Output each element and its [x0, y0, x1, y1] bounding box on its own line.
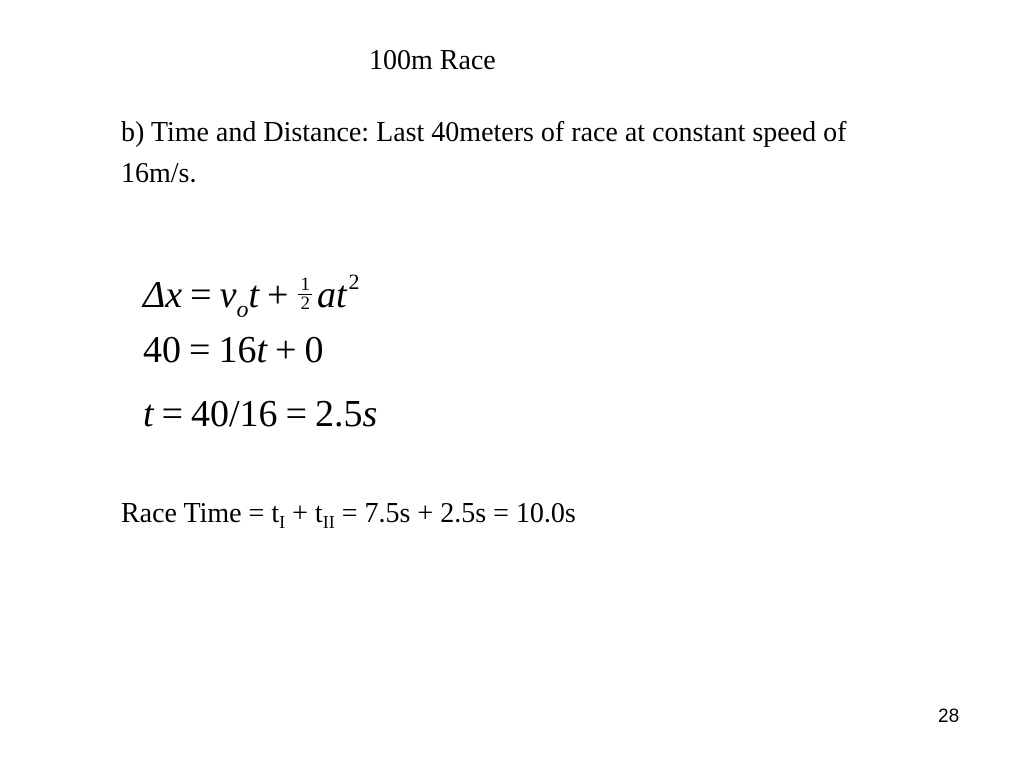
eq2-equals: =: [189, 329, 211, 371]
eq3-unit: s: [362, 393, 378, 435]
eq1-equals: =: [190, 274, 212, 316]
eq2-coefficient: 16: [218, 329, 257, 371]
equation-substituted: [143, 327, 323, 373]
eq1-delta-x: Δx: [143, 274, 183, 316]
eq3-equals-2: =: [285, 393, 307, 435]
eq1-frac-numerator: 1: [300, 273, 310, 295]
eq1-t: t: [248, 274, 260, 316]
eq2-t: t: [256, 329, 267, 371]
race-time-suffix: = 7.5s + 2.5s = 10.0s: [334, 498, 576, 529]
page-number: 28: [938, 706, 960, 727]
eq2-zero: 0: [304, 329, 324, 371]
race-time-mid: + t: [285, 498, 323, 529]
problem-statement: b) Time and Distance: Last 40meters of race at constant speed of 16m/s.: [121, 117, 847, 189]
eq1-exponent: 2: [348, 269, 360, 294]
eq3-expression: 40/16: [191, 393, 278, 435]
slide-title: 100m Race: [369, 45, 496, 76]
eq1-frac-denominator: 2: [300, 292, 310, 314]
eq3-t: t: [143, 393, 154, 435]
equation-kinematics: [143, 259, 360, 333]
race-time-summary: [121, 496, 576, 540]
equation-solution: [143, 391, 377, 437]
race-time-sub-1: I: [279, 512, 286, 532]
eq1-at: at: [316, 274, 347, 316]
race-time-sub-2: II: [322, 512, 335, 532]
eq1-fraction-half: [298, 273, 312, 314]
eq2-plus: +: [275, 329, 297, 371]
eq1-v: v: [219, 274, 237, 316]
eq1-plus: +: [267, 274, 289, 316]
eq2-lhs: 40: [143, 329, 181, 371]
eq3-equals-1: =: [161, 393, 183, 435]
race-time-prefix: Race Time = t: [121, 498, 280, 529]
eq3-value: 2.5: [315, 393, 363, 435]
eq1-v-subscript: o: [236, 297, 249, 323]
